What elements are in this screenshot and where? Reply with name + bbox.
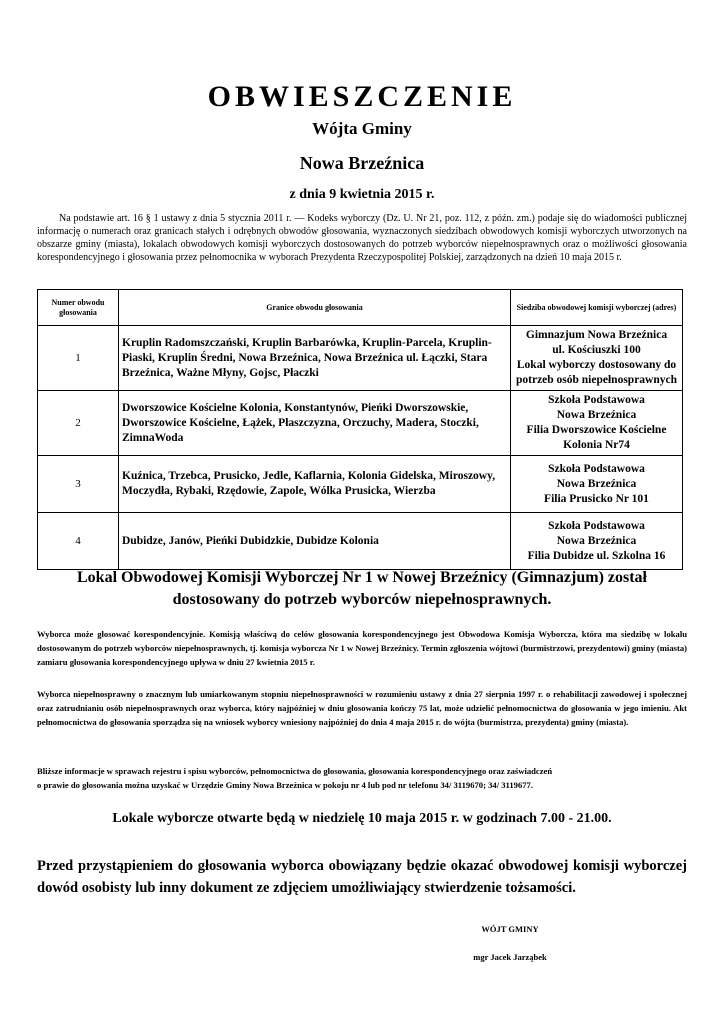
circuit-bounds: Dubidze, Janów, Pieńki Dubidzkie, Dubidze Kolonia (119, 513, 511, 570)
seat-line: Filia Dworszowice Kościelne (526, 424, 667, 436)
circuit-number: 3 (38, 456, 119, 513)
circuit-seat (511, 513, 683, 570)
table-row (38, 513, 683, 570)
circuit-number: 2 (38, 391, 119, 456)
further-info-line-2: o prawie do głosowania można uzyskać w Urzędzie Gminy Nowa Brzeźnica w pokoju nr 4 lub pod nr telefonu 34/ 3119670; 34/ 3119677. (37, 780, 533, 790)
seat-line: Szkoła Podstawowa (548, 462, 645, 475)
place-line: Nowa Brzeźnica (299, 153, 425, 173)
circuit-bounds: Dworszowice Kościelne Kolonia, Konstantynów, Pieńki Dworszowskie, Dworszowice Kościelne, Łążek, Płaszczyzna, Orczuchy, Madera, Stoczki, ZimnaWoda (119, 391, 511, 456)
circuit-seat (511, 391, 683, 456)
seat-line: Gimnazjum Nowa Brzeźnica (525, 329, 668, 341)
issuer-line: Wójta Gminy (312, 119, 412, 138)
header-bounds: Granice obwodu głosowania (119, 290, 511, 326)
date-line: z dnia 9 kwietnia 2015 r. (289, 187, 435, 202)
seat-line: potrzeb osób niepełnosprawnych (515, 374, 678, 386)
seat-line: Filia Dubidze ul. Szkolna 16 (527, 549, 666, 562)
table-row (38, 391, 683, 456)
further-info-line-1: Bliższe informacje w sprawach rejestru i spisu wyborców, pełnomocnictwa do głosowania, głosowania korespondencyjnego oraz zaświadczeń (37, 766, 553, 776)
seat-line: Kolonia Nr74 (563, 439, 630, 451)
accessible-polling-notice: Lokal Obwodowej Komisji Wyborczej Nr 1 w Nowej Brzeźnicy (Gimnazjum) został dostosowany do potrzeb wyborców niepełnosprawnych. (77, 569, 647, 608)
seat-line: Lokal wyborczy dostosowany do (516, 359, 677, 371)
page-title: OBWIESZCZENIE (207, 80, 517, 113)
proxy-voting-paragraph: Wyborca niepełnosprawny o znacznym lub umiarkowanym stopniu niepełnosprawności w rozumieniu ustawy z dnia 27 sierpnia 1997 r. o rehabilitacji zawodowej i społecznej oraz zatrudnianiu osób niepełnosprawnych oraz wyborca, który najpóźniej w dniu głosowania kończy 75 lat, może udzielić pełnomocnictwa do głosowania w jego imieniu. Akt pełnomocnictwa do głosowania sporządza się na wniosek wyborcy wniesiony najpóźniej do dnia 4 maja 2015 r. do wójta (burmistrza, prezydenta) gminy (miasta). (37, 689, 687, 727)
circuit-bounds: Kuźnica, Trzebca, Prusicko, Jedle, Kaflarnia, Kolonia Gidelska, Miroszowy, Moczydła, Rybaki, Rzędowie, Zapole, Wólka Prusicka, Wierzba (119, 456, 511, 513)
opening-hours-notice: Lokale wyborcze otwarte będą w niedzielę 10 maja 2015 r. w godzinach 7.00 - 21.00. (112, 811, 612, 826)
circuit-seat (511, 456, 683, 513)
seat-line: Nowa Brzeźnica (556, 477, 637, 490)
circuit-number: 1 (38, 326, 119, 391)
identity-document-notice: Przed przystąpieniem do głosowania wyborca obowiązany będzie okazać obwodowej komisji wyborczej dowód osobisty lub inny dokument ze zdjęciem umożliwiający stwierdzenie tożsamości. (37, 858, 687, 896)
table-row (38, 326, 683, 391)
circuit-seat (511, 326, 683, 391)
voting-circuits-table (37, 289, 683, 570)
circuit-number: 4 (38, 513, 119, 570)
table-header-row (38, 290, 683, 326)
seat-line: Szkoła Podstawowa (548, 394, 645, 406)
seat-line: Nowa Brzeźnica (556, 409, 637, 421)
seat-line: ul. Kościuszki 100 (552, 344, 641, 356)
correspondence-voting-paragraph: Wyborca może głosować korespondencyjnie. Komisją właściwą do celów głosowania korespondencyjnego jest Obwodowa Komisja Wyborcza, która ma siedzibę w lokalu dostosowanym do potrzeb wyborców niepełnosprawnych, tj. komisja wyborcza Nr 1 w Nowej Brzeźnicy. Termin zgłoszenia wójtowi (burmistrzowi, prezydentowi) gminy (miasta) zamiaru głosowania korespondencyjnego upływa w dniu 27 kwietnia 2015 r. (37, 629, 687, 667)
table-row (38, 456, 683, 513)
seat-line: Szkoła Podstawowa (548, 519, 645, 532)
signature-role: WÓJT GMINY (481, 924, 539, 934)
circuit-bounds: Kruplin Radomszczański, Kruplin Barbarówka, Kruplin-Parcela, Kruplin-Piaski, Kruplin Średni, Nowa Brzeźnica, Nowa Brzeźnica ul. Łączki, Stara Brzeźnica, Ważne Młyny, Gojsc, Płaczki (119, 326, 511, 391)
signature-name: mgr Jacek Jarząbek (473, 952, 547, 962)
header-number: Numer obwodu głosowania (38, 290, 119, 326)
seat-line: Filia Prusicko Nr 101 (544, 492, 649, 505)
intro-paragraph: Na podstawie art. 16 § 1 ustawy z dnia 5 stycznia 2011 r. — Kodeks wyborczy (Dz. U. Nr 21, poz. 112, z późn. zm.) podaje się do wiadomości publicznej informację o numerach oraz granicach stałych i odrębnych obwodów głosowania, wyznaczonych siedzibach obwodowych komisji wyborczych utworzonych na obszarze gminy (miasta), lokalach obwodowych komisji wyborczych dostosowanych do potrzeb wyborców niepełnosprawnych oraz o możliwości głosowania korespondencyjnego i głosowania przez pełnomocnika w wyborach Prezydenta Rzeczypospolitej Polskiej, zarządzonych na dzień 10 maja 2015 r. (37, 213, 687, 263)
seat-line: Nowa Brzeźnica (556, 534, 637, 547)
header-seat: Siedziba obwodowej komisji wyborczej (adres) (511, 290, 683, 326)
